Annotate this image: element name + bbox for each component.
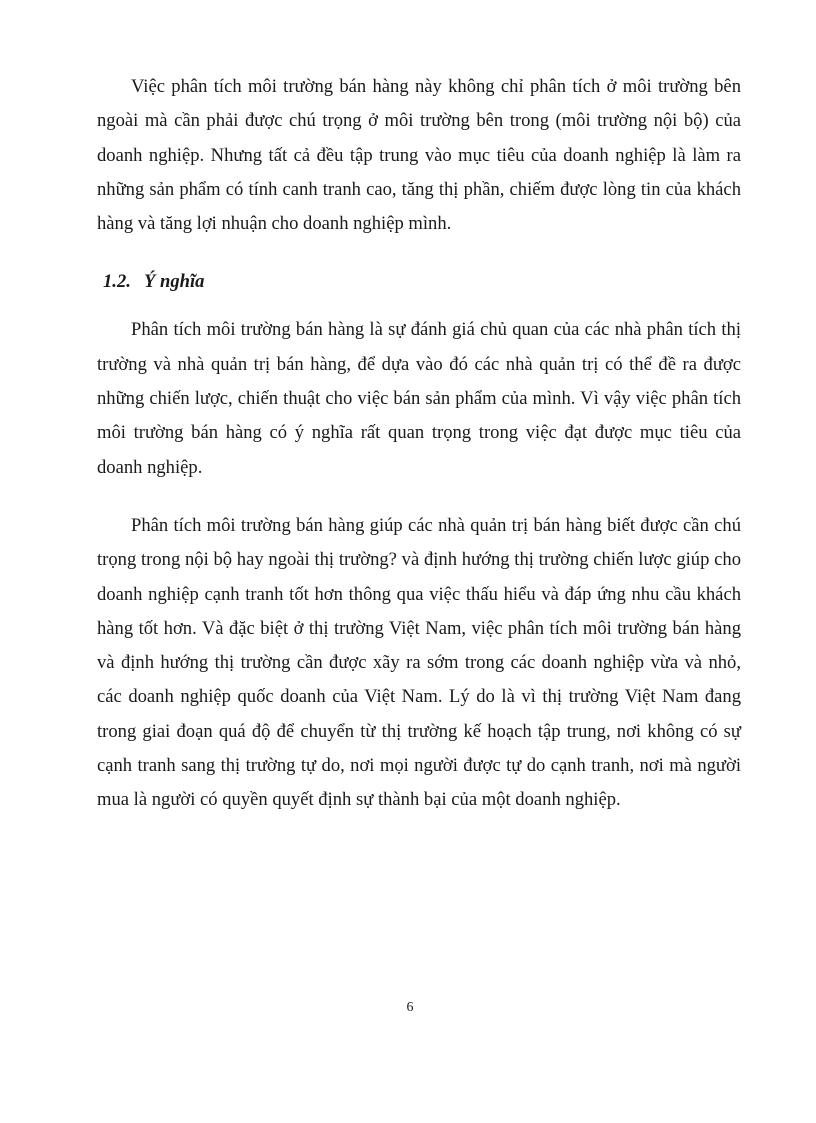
section-title: Ý nghĩa bbox=[144, 271, 205, 293]
page-number: 6 bbox=[406, 1000, 414, 1015]
significance-paragraph-1: Phân tích môi trường bán hàng là sự đánh giá chủ quan của các nhà phân tích thị trường và nhà quản trị bán hàng, để dựa vào đó các nhà quản trị có thể đề ra được những chiến lược, chiến thuật cho việc bán sản phẩm của mình. Vì vậy việc phân tích môi trường bán hàng có ý nghĩa rất quan trọng trong việc đạt được mục tiêu của doanh nghiệp. bbox=[97, 319, 741, 478]
section-heading bbox=[97, 265, 741, 299]
section-number: 1.2. bbox=[103, 271, 131, 293]
significance-paragraph-2: Phân tích môi trường bán hàng giúp các nhà quản trị bán hàng biết được cần chú trọng trong nội bộ hay ngoài thị trường? và định hướng thị trường chiến lược giúp cho doanh nghiệp cạnh tranh tốt hơn thông qua việc thấu hiểu và đáp ứng nhu cầu khách hàng tốt hơn. Và đặc biệt ở thị trường Việt Nam, việc phân tích môi trường bán hàng và định hướng thị trường cần được xãy ra sớm trong các doanh nghiệp vừa và nhỏ, các doanh nghiệp quốc doanh của Việt Nam. Lý do là vì thị trường Việt Nam đang trong giai đoạn quá độ để chuyển từ thị trường kế hoạch tập trung, nơi không có sự cạnh tranh sang thị trường tự do, nơi mọi người được tự do cạnh tranh, nơi mà người mua là người có quyền quyết định sự thành bại của một doanh nghiệp. bbox=[97, 514, 741, 811]
intro-paragraph: Việc phân tích môi trường bán hàng này không chỉ phân tích ở môi trường bên ngoài mà cần phải được chú trọng ở môi trường bên trong (môi trường nội bộ) của doanh nghiệp. Nhưng tất cả đều tập trung vào mục tiêu của doanh nghiệp là làm ra những sản phẩm có tính canh tranh cao, tăng thị phần, chiếm được lòng tin của khách hàng và tăng lợi nhuận cho doanh nghiệp mình. bbox=[97, 76, 741, 235]
page-content bbox=[97, 70, 741, 818]
